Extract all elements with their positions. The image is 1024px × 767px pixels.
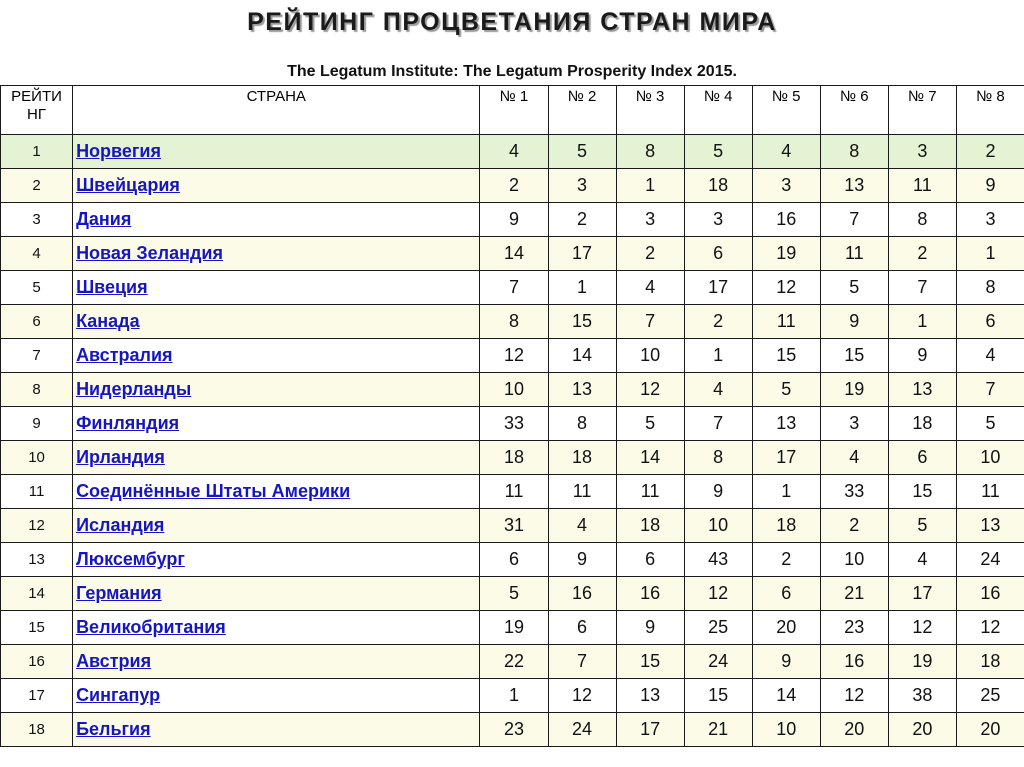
- score-cell: 15: [820, 339, 888, 373]
- score-cell: 6: [548, 611, 616, 645]
- score-cell: 17: [888, 577, 956, 611]
- score-cell: 13: [752, 407, 820, 441]
- score-cell: 6: [956, 305, 1024, 339]
- rank-cell: 17: [1, 679, 73, 713]
- score-cell: 7: [888, 271, 956, 305]
- table-row: [1, 577, 1024, 611]
- country-link[interactable]: Исландия: [76, 515, 165, 535]
- country-cell: [73, 611, 480, 645]
- score-cell: 10: [752, 713, 820, 747]
- country-link[interactable]: Нидерланды: [76, 379, 192, 399]
- country-link[interactable]: Бельгия: [76, 719, 151, 739]
- country-link[interactable]: Сингапур: [76, 685, 161, 705]
- score-cell: 16: [820, 645, 888, 679]
- country-cell: [73, 407, 480, 441]
- country-link[interactable]: Канада: [76, 311, 140, 331]
- table-row: [1, 237, 1024, 271]
- score-cell: 4: [888, 543, 956, 577]
- score-cell: 4: [480, 135, 548, 169]
- table-row: [1, 135, 1024, 169]
- score-cell: 8: [888, 203, 956, 237]
- score-cell: 12: [888, 611, 956, 645]
- score-cell: 4: [684, 373, 752, 407]
- country-cell: [73, 475, 480, 509]
- score-cell: 8: [616, 135, 684, 169]
- score-cell: 5: [956, 407, 1024, 441]
- score-cell: 3: [684, 203, 752, 237]
- score-cell: 18: [752, 509, 820, 543]
- score-cell: 12: [616, 373, 684, 407]
- score-cell: 2: [480, 169, 548, 203]
- country-column-header: СТРАНА: [73, 86, 480, 135]
- score-cell: 14: [616, 441, 684, 475]
- score-cell: 5: [480, 577, 548, 611]
- table-row: [1, 713, 1024, 747]
- country-link[interactable]: Дания: [76, 209, 132, 229]
- score-cell: 2: [956, 135, 1024, 169]
- rank-cell: 11: [1, 475, 73, 509]
- country-cell: [73, 509, 480, 543]
- country-cell: [73, 135, 480, 169]
- score-cell: 3: [548, 169, 616, 203]
- score-cell: 13: [820, 169, 888, 203]
- country-cell: [73, 339, 480, 373]
- score-cell: 10: [684, 509, 752, 543]
- score-cell: 23: [480, 713, 548, 747]
- score-cell: 13: [548, 373, 616, 407]
- score-cell: 2: [616, 237, 684, 271]
- score-cell: 10: [956, 441, 1024, 475]
- score-cell: 7: [616, 305, 684, 339]
- rank-cell: 2: [1, 169, 73, 203]
- score-column-header: № 1: [480, 86, 548, 135]
- score-cell: 13: [956, 509, 1024, 543]
- score-column-header: № 8: [956, 86, 1024, 135]
- table-row: [1, 611, 1024, 645]
- score-cell: 13: [888, 373, 956, 407]
- score-cell: 7: [956, 373, 1024, 407]
- score-cell: 18: [480, 441, 548, 475]
- rank-cell: 18: [1, 713, 73, 747]
- country-link[interactable]: Финляндия: [76, 413, 180, 433]
- score-cell: 1: [888, 305, 956, 339]
- score-cell: 5: [752, 373, 820, 407]
- rank-cell: 6: [1, 305, 73, 339]
- score-cell: 20: [820, 713, 888, 747]
- score-cell: 17: [752, 441, 820, 475]
- score-cell: 31: [480, 509, 548, 543]
- score-cell: 33: [820, 475, 888, 509]
- score-cell: 8: [548, 407, 616, 441]
- score-cell: 21: [684, 713, 752, 747]
- score-cell: 4: [616, 271, 684, 305]
- country-link[interactable]: Швеция: [76, 277, 148, 297]
- score-cell: 20: [956, 713, 1024, 747]
- country-cell: [73, 713, 480, 747]
- score-cell: 2: [548, 203, 616, 237]
- score-cell: 10: [820, 543, 888, 577]
- score-cell: 8: [820, 135, 888, 169]
- score-cell: 16: [752, 203, 820, 237]
- score-cell: 19: [752, 237, 820, 271]
- country-link[interactable]: Новая Зеландия: [76, 243, 223, 263]
- table-row: [1, 679, 1024, 713]
- score-cell: 14: [480, 237, 548, 271]
- score-cell: 11: [956, 475, 1024, 509]
- score-cell: 20: [752, 611, 820, 645]
- country-cell: [73, 577, 480, 611]
- table-row: [1, 509, 1024, 543]
- score-cell: 21: [820, 577, 888, 611]
- score-cell: 7: [684, 407, 752, 441]
- country-link[interactable]: Норвегия: [76, 141, 161, 161]
- score-cell: 6: [616, 543, 684, 577]
- score-cell: 1: [684, 339, 752, 373]
- score-cell: 19: [480, 611, 548, 645]
- rank-cell: 16: [1, 645, 73, 679]
- table-row: [1, 271, 1024, 305]
- table-row: [1, 169, 1024, 203]
- score-cell: 16: [548, 577, 616, 611]
- score-cell: 3: [956, 203, 1024, 237]
- score-cell: 2: [684, 305, 752, 339]
- score-cell: 12: [480, 339, 548, 373]
- score-cell: 7: [548, 645, 616, 679]
- score-cell: 25: [956, 679, 1024, 713]
- score-column-header: № 2: [548, 86, 616, 135]
- country-link[interactable]: Соединённые Штаты Америки: [76, 481, 351, 501]
- table-row: [1, 645, 1024, 679]
- page-subtitle: The Legatum Institute: The Legatum Prosperity Index 2015.: [287, 63, 737, 80]
- score-cell: 9: [820, 305, 888, 339]
- score-cell: 18: [888, 407, 956, 441]
- rank-cell: 14: [1, 577, 73, 611]
- score-cell: 18: [956, 645, 1024, 679]
- score-cell: 2: [888, 237, 956, 271]
- score-cell: 9: [752, 645, 820, 679]
- score-cell: 1: [956, 237, 1024, 271]
- score-cell: 1: [752, 475, 820, 509]
- score-cell: 3: [752, 169, 820, 203]
- rank-cell: 9: [1, 407, 73, 441]
- table-row: [1, 305, 1024, 339]
- score-column-header: № 3: [616, 86, 684, 135]
- header-row: [1, 86, 1024, 135]
- score-cell: 4: [820, 441, 888, 475]
- score-cell: 9: [956, 169, 1024, 203]
- table-row: [1, 441, 1024, 475]
- score-cell: 10: [480, 373, 548, 407]
- score-cell: 12: [684, 577, 752, 611]
- score-cell: 4: [752, 135, 820, 169]
- table-row: [1, 339, 1024, 373]
- score-cell: 1: [616, 169, 684, 203]
- ranking-body: [1, 135, 1024, 747]
- score-cell: 8: [684, 441, 752, 475]
- score-cell: 10: [616, 339, 684, 373]
- country-link[interactable]: Люксембург: [76, 549, 185, 569]
- country-cell: [73, 169, 480, 203]
- score-cell: 1: [480, 679, 548, 713]
- score-cell: 2: [752, 543, 820, 577]
- score-cell: 12: [820, 679, 888, 713]
- country-cell: [73, 373, 480, 407]
- score-cell: 13: [616, 679, 684, 713]
- score-cell: 15: [616, 645, 684, 679]
- score-cell: 14: [548, 339, 616, 373]
- table-row: [1, 407, 1024, 441]
- rank-cell: 12: [1, 509, 73, 543]
- score-cell: 4: [956, 339, 1024, 373]
- score-cell: 19: [888, 645, 956, 679]
- score-cell: 16: [616, 577, 684, 611]
- score-cell: 38: [888, 679, 956, 713]
- score-cell: 19: [820, 373, 888, 407]
- score-cell: 43: [684, 543, 752, 577]
- rank-cell: 8: [1, 373, 73, 407]
- score-cell: 3: [820, 407, 888, 441]
- score-cell: 25: [684, 611, 752, 645]
- score-cell: 6: [888, 441, 956, 475]
- score-cell: 8: [956, 271, 1024, 305]
- score-cell: 6: [480, 543, 548, 577]
- score-cell: 12: [548, 679, 616, 713]
- score-cell: 4: [548, 509, 616, 543]
- score-cell: 9: [888, 339, 956, 373]
- score-cell: 5: [820, 271, 888, 305]
- score-cell: 11: [480, 475, 548, 509]
- score-cell: 18: [684, 169, 752, 203]
- score-cell: 11: [616, 475, 684, 509]
- score-cell: 9: [616, 611, 684, 645]
- score-cell: 33: [480, 407, 548, 441]
- country-link[interactable]: Ирландия: [76, 447, 165, 467]
- rank-header-line2: НГ: [27, 106, 47, 123]
- rank-header-line1: РЕЙТИ: [11, 88, 62, 105]
- score-cell: 9: [480, 203, 548, 237]
- country-cell: [73, 679, 480, 713]
- score-column-header: № 5: [752, 86, 820, 135]
- score-cell: 2: [820, 509, 888, 543]
- rank-cell: 3: [1, 203, 73, 237]
- rank-cell: 15: [1, 611, 73, 645]
- score-cell: 11: [752, 305, 820, 339]
- rank-cell: 1: [1, 135, 73, 169]
- table-row: [1, 373, 1024, 407]
- score-cell: 1: [548, 271, 616, 305]
- score-cell: 6: [752, 577, 820, 611]
- score-cell: 3: [616, 203, 684, 237]
- score-cell: 9: [548, 543, 616, 577]
- score-cell: 22: [480, 645, 548, 679]
- country-link[interactable]: Австралия: [76, 345, 173, 365]
- country-link[interactable]: Германия: [76, 583, 162, 603]
- country-cell: [73, 441, 480, 475]
- rank-cell: 7: [1, 339, 73, 373]
- rank-cell: 10: [1, 441, 73, 475]
- score-cell: 11: [548, 475, 616, 509]
- score-cell: 5: [548, 135, 616, 169]
- ranking-table: [0, 85, 1024, 747]
- score-cell: 24: [548, 713, 616, 747]
- score-cell: 23: [820, 611, 888, 645]
- score-cell: 15: [548, 305, 616, 339]
- score-cell: 15: [684, 679, 752, 713]
- rank-column-header: [1, 86, 73, 135]
- country-link[interactable]: Великобритания: [76, 617, 226, 637]
- country-link[interactable]: Швейцария: [76, 175, 180, 195]
- score-cell: 15: [888, 475, 956, 509]
- score-cell: 3: [888, 135, 956, 169]
- score-cell: 5: [888, 509, 956, 543]
- score-cell: 5: [684, 135, 752, 169]
- score-cell: 16: [956, 577, 1024, 611]
- table-row: [1, 203, 1024, 237]
- score-column-header: № 7: [888, 86, 956, 135]
- score-cell: 15: [752, 339, 820, 373]
- table-row: [1, 475, 1024, 509]
- score-cell: 7: [820, 203, 888, 237]
- table-row: [1, 543, 1024, 577]
- score-cell: 17: [684, 271, 752, 305]
- score-cell: 18: [616, 509, 684, 543]
- score-cell: 20: [888, 713, 956, 747]
- country-cell: [73, 543, 480, 577]
- score-cell: 6: [684, 237, 752, 271]
- score-cell: 11: [888, 169, 956, 203]
- score-cell: 9: [684, 475, 752, 509]
- score-cell: 17: [616, 713, 684, 747]
- score-cell: 17: [548, 237, 616, 271]
- rank-cell: 4: [1, 237, 73, 271]
- score-cell: 14: [752, 679, 820, 713]
- country-cell: [73, 271, 480, 305]
- score-cell: 12: [752, 271, 820, 305]
- score-cell: 11: [820, 237, 888, 271]
- country-cell: [73, 305, 480, 339]
- country-cell: [73, 203, 480, 237]
- score-cell: 24: [956, 543, 1024, 577]
- score-column-header: № 6: [820, 86, 888, 135]
- score-cell: 7: [480, 271, 548, 305]
- score-cell: 5: [616, 407, 684, 441]
- country-link[interactable]: Австрия: [76, 651, 152, 671]
- country-cell: [73, 645, 480, 679]
- score-cell: 24: [684, 645, 752, 679]
- country-cell: [73, 237, 480, 271]
- rank-cell: 13: [1, 543, 73, 577]
- score-column-header: № 4: [684, 86, 752, 135]
- score-cell: 8: [480, 305, 548, 339]
- page-title: РЕЙТИНГ ПРОЦВЕТАНИЯ СТРАН МИРА: [247, 8, 777, 36]
- score-cell: 12: [956, 611, 1024, 645]
- rank-cell: 5: [1, 271, 73, 305]
- score-cell: 18: [548, 441, 616, 475]
